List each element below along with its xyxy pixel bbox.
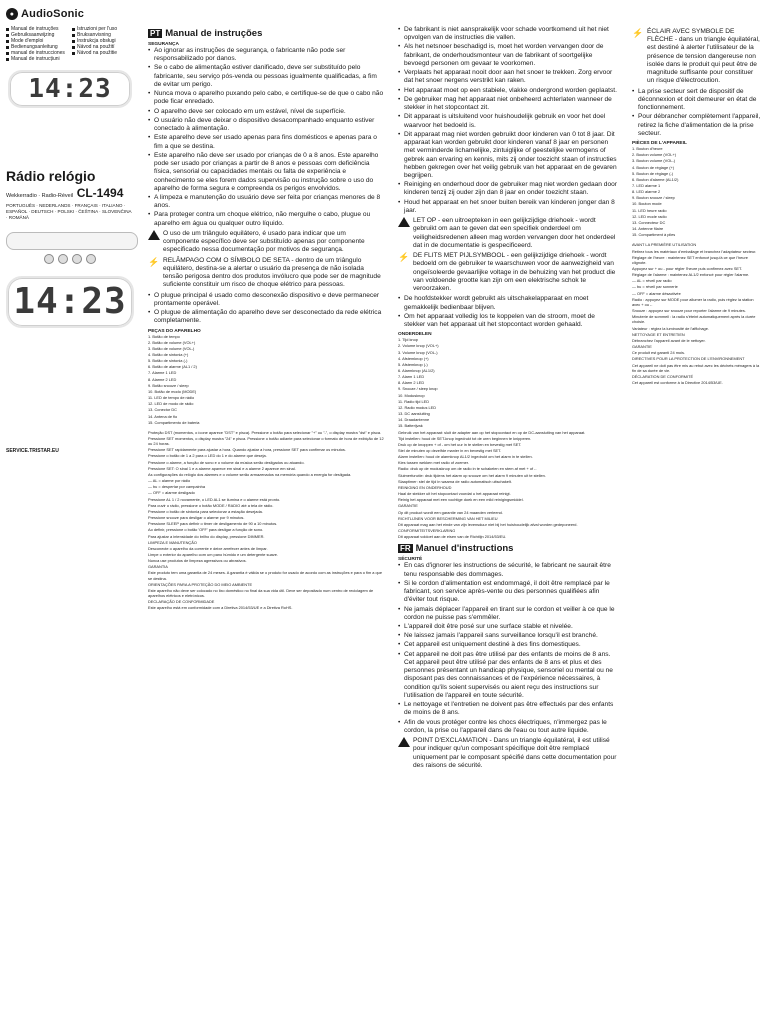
part-item: 14. Antena de fio	[148, 413, 178, 419]
bullet-square-icon	[6, 58, 9, 61]
warning-triangle-icon	[398, 217, 410, 227]
language-item[interactable]: Návod na použitie	[72, 50, 134, 56]
instruction-paragraph: Este aparelho não deve ser colocado no lixo doméstico no final da sua vida útil. Deve ser depositado num centro de reciclagem de aparelhos elétricos e eletrónicos.	[148, 587, 374, 599]
instruction-paragraph: Alarm instellen: houd de alarmknop AL1/2 ingedrukt om het alarm in te stellen.	[398, 454, 533, 460]
instruction-paragraph: Pressione o botão de 1 a 2 para o LED do 1 e do alarme que deseja.	[148, 453, 267, 459]
safety-item: • La prise secteur sert de dispositif de déconnexion et doit demeurer en état de fonctionnement.	[632, 88, 762, 113]
instruction-paragraph: Druk op de knoppen + of - om het uur in te stellen en bevestig met SET.	[398, 441, 522, 447]
part-item: 5. Bouton de réglage (-)	[632, 170, 674, 176]
fr-warning-exclamation: POINT D'EXCLAMATION - Dans un triangle équilatéral, il est utilisé pour indiquer qu'un composant spécifique doit être remplacé uniquement par le composant spécifié dans cette documentation pour des raisons de sécurité.	[398, 737, 618, 770]
language-item[interactable]: Bruksanvisning	[72, 32, 134, 38]
pt-safety-list	[148, 47, 384, 228]
safety-item: • Este aparelho deve ser usado apenas para fins domésticos e apenas para o fim a que se destina.	[148, 134, 384, 150]
bullet-square-icon	[6, 34, 9, 37]
instruction-paragraph: Sluimerfunctie: druk tijdens het alarm op snooze om het alarm 9 minuten uit te stellen.	[398, 472, 546, 478]
language-code: PT	[150, 29, 161, 38]
language-item[interactable]: Bedienungsanleitung	[6, 44, 68, 50]
part-item: 4. Bouton de réglage (+)	[632, 164, 675, 170]
safety-item: • Afin de vous protéger contre les chocs électriques, n'immergez pas le cordon, la prise ou l'appareil dans de l'eau ou tout autre liquide.	[398, 719, 618, 735]
pt-warning-exclamation: O uso de um triângulo equilátero, é usado para indicar que um componente específico deve ser substituído apenas por componente especificado nessa documentação por motivos de segurança.	[148, 230, 384, 255]
instruction-paragraph: DECLARAÇÃO DE CONFORMIDADE	[148, 599, 215, 605]
nl-instructions-text	[398, 430, 618, 540]
bullet-square-icon	[72, 34, 75, 37]
instruction-paragraph: Pressione SET momentos, o display mostra "24" e pisca. Pressione o botão adiante para selecionar o formato de hora de exibição de 12 ou 24 horas.	[148, 436, 384, 447]
instruction-paragraph: Snooze : appuyez sur snooze pour reporter l'alarme de 9 minutes.	[632, 308, 746, 314]
part-item: 15. Batterijvak	[398, 423, 423, 429]
clock-time-digits: 14:23	[13, 281, 127, 323]
safety-item: • Pour débrancher complètement l'appareil, retirez la fiche d'alimentation de la prise secteur.	[632, 113, 762, 138]
instruction-paragraph: GARANTIE	[398, 503, 418, 509]
part-item: 9. Bouton snooze / sleep	[632, 195, 675, 201]
product-top-illustration	[6, 232, 138, 250]
safety-item: • O aparelho deve ser colocado em um estável, nível de superfície.	[148, 108, 384, 116]
fr-instructions-text	[632, 242, 762, 385]
fr-safety-list	[398, 562, 618, 735]
safety-item: • De hoofdstekker wordt gebruikt als uitschakelapparaat en moet gemakkelijk bedienbaar blijven.	[398, 295, 618, 311]
part-item: 15. Compartimento de bateria	[148, 419, 200, 425]
safety-item: • Cet appareil ne doit pas être utilisé par des enfants de moins de 8 ans. Cet appareil peut être utilisé par des enfants de 8 ans et plus et des personnes présentant un handicap physique, sensoriel ou mental ou ne disposant pas des connaissances et de l'expérience nécessaires, à condition qu'ils soient supervisés ou aient reçu des instructions sur l'utilisation de l'appareil en toute sécurité.	[398, 651, 618, 700]
instruction-paragraph: ORIENTAÇÕES PARA A PROTEÇÃO DO MEIO AMBIENTE	[148, 581, 253, 587]
safety-item: • Se o cabo de alimentação estiver danificado, deve ser substituído pelo fabricante, seu serviço pós-venda ou pessoas igualmente qualificadas, a fim de evitar um perigo.	[148, 64, 384, 89]
instruction-paragraph: Ao definir, pressione o botão 'OFF' para desligar a função de sono.	[148, 527, 264, 533]
instruction-paragraph: Dit apparaat mag aan het einde van zijn levensduur niet bij het huishoudelijk afval worden gedeponeerd.	[398, 521, 578, 527]
safety-item: • Le nettoyage et l'entretien ne doivent pas être effectués par des enfants de moins de 8 ans.	[398, 701, 618, 717]
instruction-paragraph: Ce produit est garanti 24 mois.	[632, 350, 685, 356]
pt-safety-list-2	[148, 292, 384, 326]
part-item: 7. LED alarme 1	[632, 182, 661, 188]
safety-item: • L'appareil doit être posé sur une surface stable et nivelée.	[398, 623, 618, 631]
instruction-paragraph: Nunca use produtos de limpeza agressivos ou abrasivos.	[148, 558, 247, 564]
footer	[6, 448, 134, 454]
nl-parts-list	[398, 337, 618, 428]
instruction-paragraph: Radio : appuyez sur MODE pour allumer la radio, puis réglez la station avec + ou -.	[632, 296, 754, 307]
instruction-paragraph: — OFF = alarme desligado	[148, 490, 195, 496]
instruction-paragraph: RICHTLIJNEN VOOR BESCHERMING VAN HET MILIEU	[398, 515, 498, 521]
instruction-paragraph: Minuterie de sommeil : la radio s'éteint automatiquement après la durée choisie.	[632, 314, 756, 325]
safety-item: • Nunca mova o aparelho puxando pelo cabo, e certifique-se de que o cabo não pode ficar enredado.	[148, 90, 384, 106]
language-item[interactable]: Manual de instrucțiuni	[6, 56, 68, 62]
language-codes: PORTUGUÊS · NEDERLANDS · FRANÇAIS · ITALIANO · ESPAÑOL · DEUTSCH · POLSKI · ČEŠTINA · SLOVENČINA · ROMÂNĂ	[6, 203, 132, 221]
section-title: SÉCURITÉ	[398, 557, 423, 563]
instruction-paragraph: Pressione o botão de sintonia para selecionar a estação desejada.	[148, 508, 263, 514]
safety-item: • Reiniging en onderhoud door de gebruiker mag niet worden gedaan door kinderen tenzij zij ouder zijn dan 8 jaar en onder toezicht staan.	[398, 181, 618, 197]
language-item[interactable]: Istruzioni per l'uso	[72, 26, 134, 32]
fr-heading: FR Manuel d'instructions	[400, 543, 514, 555]
parts-title: PEÇAS DO APARELHO	[148, 328, 201, 334]
part-item: 13. Conector DC	[148, 407, 177, 413]
part-item: 10. Bouton mode	[632, 201, 662, 207]
instruction-paragraph: GARANTIA	[148, 564, 168, 570]
nl-safety-list-2	[398, 295, 618, 329]
instruction-paragraph: DIRECTIVES POUR LA PROTECTION DE L'ENVIRONNEMENT	[632, 356, 745, 362]
language-list	[6, 26, 134, 62]
instruction-paragraph: REINIGING EN ONDERHOUD	[398, 484, 452, 490]
instruction-paragraph: CONFORMITEITSVERKLARING	[398, 528, 456, 534]
part-item: 8. Alarm 2 LED	[398, 380, 425, 386]
instruction-paragraph: Radio: druk op de modusknop om de radio in te schakelen en stem af met + of -.	[398, 466, 537, 472]
instruction-paragraph: Este aparelho está em conformidade com a Diretiva 2014/53/UE e a Diretiva RoHS.	[148, 605, 293, 611]
section-title: SEGURANÇA	[148, 42, 179, 47]
language-item[interactable]: Gebruiksaanwijzing	[6, 32, 68, 38]
part-item: 10. Modusknop	[398, 392, 425, 398]
fr-continued-column	[628, 0, 768, 1024]
parts-title: ONDERDELEN	[398, 332, 432, 338]
product-subtitle-row: Wekkerradio · Radio-Réveil CL-1494	[6, 186, 124, 200]
part-item: 4. Afstemknop (+)	[398, 355, 429, 361]
bullet-square-icon	[6, 28, 9, 31]
nl-warning-exclamation: LET OP - een uitroepteken in een gelijkzijdige driehoek - wordt gebruikt om aan te geven dat een specifiek onderdeel om veiligheidsredenen alleen mag worden vervangen door het onderdeel dat in de documentatie is gespecificeerd.	[398, 217, 618, 250]
safety-item: • Om het apparaat volledig los te koppelen van de stroom, moet de stekker van het apparaat uit het stopcontact worden gehaald.	[398, 313, 618, 329]
instruction-paragraph: Pressione SLEEP para definir o timer de desligamento de 90 a 10 minutos.	[148, 521, 278, 527]
instruction-paragraph: Pressione o alarme, a função de sono e o volume da música serão desligados ou atuando.	[148, 459, 305, 465]
safety-item: • De fabrikant is niet aansprakelijk voor schade voortkomend uit het niet opvolgen van de instructies die vallen.	[398, 26, 618, 42]
bullet-square-icon	[72, 52, 75, 55]
instruction-paragraph: Appuyez sur + ou - pour régler l'heure puis confirmez avec SET.	[632, 266, 743, 272]
fr-warning-lightning: ⚡ ÉCLAIR AVEC SYMBOLE DE FLÈCHE - dans un triangle équilatéral, est destiné à alerter l'utilisateur de la présence de tension dangereuse non isolée dans le produit qui peut être de magnitude suffisante pour constituer un risque d'électrocution.	[632, 28, 760, 85]
lightning-triangle-icon: ⚡	[148, 256, 160, 267]
part-item: 5. Afstemknop (-)	[398, 361, 428, 367]
brand-logo	[6, 8, 134, 20]
safety-item: • Als het netsnoer beschadigd is, moet het worden vervangen door de fabrikant, de onderhoudsmonteur van de fabrikant of soortgelijke bevoegd personen om gevaar te voorkomen.	[398, 43, 618, 68]
safety-item: • Dit apparaat mag niet worden gebruikt door kinderen van 0 tot 8 jaar. Dit apparaat kan worden gebruikt door kinderen vanaf 8 jaar en personen met verminderde lichamelijke, zintuiglijke of geestelijke vermogens of gebrek aan ervaring en kennis, mits zij onder toezicht staan of instructies hebben gekregen over het veilig gebruik van het apparaat en de gevaren begrijpen.	[398, 131, 618, 180]
language-item[interactable]: Manual de instruções	[6, 26, 68, 32]
instruction-paragraph: AVANT LA PREMIÈRE UTILISATION	[632, 242, 697, 248]
part-item: 2. Botão de volume (VOL+)	[148, 339, 196, 345]
button-circle-icon	[44, 254, 54, 264]
instruction-paragraph: NETTOYAGE ET ENTRETIEN	[632, 331, 685, 337]
part-item: 7. Alarme 1 LED	[148, 370, 177, 376]
part-item: 5. Botão de sintonia (-)	[148, 358, 188, 364]
instruction-paragraph: — bu = réveil par sonnerie	[632, 284, 678, 290]
instruction-paragraph: Cet appareil ne doit pas être mis au rebut avec les déchets ménagers à la fin de sa durée de vie.	[632, 362, 760, 373]
button-circle-icon	[86, 254, 96, 264]
part-item: 12. LED mode radio	[632, 213, 667, 219]
nl-warning-lightning: ⚡ DE FLITS MET PIJLSYMBOOL - een gelijkzijdige driehoek - wordt bedoeld om de gebruiker te waarschuwen voor de aanwezigheid van ongeïsoleerde gevaarlijke voltage in de behuizing van het product die van voldoende grootte kan zijn om een elektrische schok te veroorzaken.	[398, 252, 616, 293]
audiosonic-logo-icon: ●	[6, 8, 18, 20]
instruction-paragraph: DÉCLARATION DE CONFORMITÉ	[632, 373, 694, 379]
pt-heading: PT Manual de instruções	[150, 28, 263, 39]
part-item: 3. Botão de volume (VOL-)	[148, 345, 195, 351]
instruction-paragraph: Retirez tous les matériaux d'emballage et branchez l'adaptateur secteur.	[632, 248, 757, 254]
service-website[interactable]: SERVICE.TRISTAR.EU	[6, 447, 59, 454]
part-item: 4. Botão de sintonia (+)	[148, 351, 189, 357]
instruction-paragraph: Limpe o exterior do aparelho com um pano húmido e um detergente suave.	[148, 551, 278, 557]
parts-title: PIÈCES DE L'APPAREIL	[632, 141, 687, 147]
pt-warning-lightning: ⚡ RELÂMPAGO COM O SÍMBOLO DE SETA - dentro de um triângulo equilátero, destina-se a alertar o usuário da presença de não isolada tensão perigosa dentro dos produtos invólucro que pode ser de magnitude suficiente constituir um risco de choque elétrico para pessoas.	[148, 256, 381, 289]
language-item[interactable]: Mode d'emploi	[6, 38, 68, 44]
bullet-square-icon	[72, 40, 75, 43]
part-item: 2. Volume knop (VOL+)	[398, 343, 439, 349]
safety-item: • O usuário não deve deixar o dispositivo desacompanhado enquanto estiver conectado à alimentação.	[148, 117, 384, 133]
clock-time-digits: 14:23	[28, 74, 112, 104]
part-item: 13. Connecteur DC	[632, 219, 666, 225]
instruction-paragraph: — bu = despertar por campainha	[148, 484, 205, 490]
bullet-square-icon	[6, 40, 9, 43]
pt-instructions-text	[148, 430, 384, 611]
instruction-paragraph: Para ouvir o rádio, pressione o botão MODE / RADIO até a tela de rádio.	[148, 502, 274, 508]
safety-item: • Ne laissez jamais l'appareil sans surveillance lorsqu'il est branché.	[398, 632, 618, 640]
safety-item: • Si le cordon d'alimentation est endommagé, il doit être remplacé par le fabricant, son service après-vente ou des personnes qualifiées afin d'éviter tout risque.	[398, 580, 618, 605]
instruction-paragraph: Cet appareil est conforme à la Directive 2014/53/UE.	[632, 379, 723, 385]
instruction-paragraph: Op dit product wordt een garantie van 24 maanden verleend.	[398, 509, 503, 515]
part-item: 15. Compartiment à piles	[632, 232, 676, 238]
bullet-square-icon	[6, 46, 9, 49]
safety-item: • A limpeza e manutenção do usuário deve ser feita por crianças menores de 8 anos.	[148, 194, 384, 210]
part-item: 12. Radio modus LED	[398, 404, 437, 410]
safety-item: • Para proteger contra um choque elétrico, não mergulhe o cabo, plugue ou aparelho em água ou qualquer outro líquido.	[148, 211, 384, 227]
language-code: FR	[400, 544, 411, 554]
part-item: 6. Alarmknop (AL1/2)	[398, 367, 435, 373]
lightning-triangle-icon: ⚡	[632, 28, 644, 38]
instruction-paragraph: Este produto tem uma garantia de 24 meses. A garantia é válida se o produto for usado de acordo com as instruções e para o fim a que se destina.	[148, 570, 383, 581]
part-item: 8. LED alarme 2	[632, 189, 661, 195]
instruction-paragraph: Dit apparaat voldoet aan de eisen van de Richtlijn 2014/53/EU.	[398, 534, 507, 540]
part-item: 8. Alarme 2 LED	[148, 376, 177, 382]
cover-column	[0, 0, 140, 1024]
instruction-paragraph: Reinig het apparaat met een vochtige doek en een mild reinigingsmiddel.	[398, 497, 524, 503]
part-item: 3. Volume knop (VOL-)	[398, 349, 438, 355]
fr-parts-list	[632, 146, 762, 237]
instruction-paragraph: Pressione SET: O sinal 1 e a alarme aparece em sinal e a alarme 2 aparece em sinal.	[148, 465, 296, 471]
instruction-paragraph: Réglage de l'heure : maintenez SET enfoncé jusqu'à ce que l'heure clignote.	[632, 254, 748, 265]
instruction-paragraph: Pressione snooze para desligar o alarme por 9 minutos.	[148, 515, 245, 521]
instruction-paragraph: — OFF = alarme désactivée	[632, 290, 681, 296]
instruction-paragraph: Variateur : réglez la luminosité de l'affichage.	[632, 325, 709, 331]
part-item: 1. Botão de tempo	[148, 333, 180, 339]
fr-safety-list-2	[632, 88, 762, 138]
nl-fr-column	[392, 0, 624, 1024]
instruction-paragraph: Pressione AL 1 / 2 novamente, o LED AL1 se ilumina e o alarme está pronto.	[148, 496, 281, 502]
pt-parts-list	[148, 334, 384, 425]
instruction-paragraph: As configurações do relógio dos alarmes e o volume serão armazenados na memória quando a energia for desligada.	[148, 471, 352, 477]
part-item: 1. Tijd knop	[398, 337, 418, 343]
safety-item: • Verplaats het apparaat nooit door aan het snoer te trekken. Zorg ervoor dat het snoer nergens verstrikt kan raken.	[398, 69, 618, 85]
product-title: Rádio relógio	[6, 168, 96, 184]
part-item: 11. LED de tempo de rádio	[148, 395, 195, 401]
part-item: 2. Bouton volume (VOL+)	[632, 152, 677, 158]
part-item: 11. Radio tijd LED	[398, 398, 430, 404]
language-item[interactable]: Návod na použití	[72, 44, 134, 50]
part-item: 6. Botão de alarme (AL1 / 2)	[148, 364, 197, 370]
bullet-square-icon	[6, 52, 9, 55]
safety-item: • O plugue principal é usado como desconexão dispositivo e deve permanecer prontamente operável.	[148, 292, 384, 308]
part-item: 1. Bouton d'heure	[632, 146, 663, 152]
part-item: 3. Bouton volume (VOL-)	[632, 158, 676, 164]
part-item: 14. Antenne filaire	[632, 226, 664, 232]
part-item: 7. Alarm 1 LED	[398, 374, 425, 380]
instruction-paragraph: Proteção DST (momentos, o ícone aparece "DST" e pisca). Pressione o botão para selecionar "+" ou "-", o display mostra "dst" e pisca.	[148, 429, 382, 435]
instruction-paragraph: Stel de minuten op dezelfde manier in en bevestig met SET.	[398, 448, 502, 454]
lightning-triangle-icon: ⚡	[398, 252, 410, 263]
brand-name: AudioSonic	[21, 8, 85, 20]
part-item: 9. Botão snooze / sleep	[148, 382, 189, 388]
model-number: CL-1494	[76, 186, 124, 200]
instruction-paragraph: Haal de stekker uit het stopcontact voordat u het apparaat reinigt.	[398, 491, 511, 497]
part-item: 9. Snooze / sleep knop	[398, 386, 438, 392]
warning-triangle-icon	[148, 230, 160, 240]
instruction-paragraph: — AL = alarme por rádio	[148, 478, 191, 484]
pt-column	[142, 0, 390, 1024]
instruction-paragraph: Pressione SET rapidamente para ajustar a hora. Quando ajustar a hora, pressione SET para confirmar os minutos.	[148, 447, 346, 453]
safety-item: • Ao ignorar as instruções de segurança, o fabricante não pode ser responsabilizado por danos.	[148, 47, 384, 63]
nl-continued-text	[398, 26, 618, 215]
bullet-square-icon	[72, 28, 75, 31]
instruction-paragraph: Tijd instellen: houd de SET-knop ingedrukt tot de uren beginnen te knipperen.	[398, 435, 532, 441]
button-circle-icon	[58, 254, 68, 264]
part-item: 12. LED de modo de rádio	[148, 401, 194, 407]
safety-item: • En cas d'ignorer les instructions de sécurité, le fabricant ne saurait être tenu responsable des dommages.	[398, 562, 618, 578]
part-item: 6. Bouton d'alarme (AL1/2)	[632, 176, 679, 182]
instruction-paragraph: — AL = réveil par radio	[632, 278, 672, 284]
clock-display-large	[6, 276, 134, 328]
safety-item: • Cet appareil est uniquement destiné à des fins domestiques.	[398, 641, 618, 649]
warning-triangle-icon	[398, 737, 410, 747]
instruction-paragraph: Desconecte o aparelho da corrente e deixe arrefecer antes de limpar.	[148, 545, 268, 551]
safety-item: • O plugue de alimentação do aparelho deve ser desconectado da rede elétrica completamente.	[148, 309, 384, 325]
part-item: 14. Draadantenne	[398, 417, 430, 423]
instruction-paragraph: LIMPEZA E MANUTENÇÃO	[148, 539, 197, 545]
button-illustration	[6, 254, 134, 264]
instruction-paragraph: Slaaptimer: stel de tijd in waarna de radio automatisch uitschakelt.	[398, 478, 512, 484]
safety-item: • Houd het apparaat en het snoer buiten bereik van kinderen jonger dan 8 jaar.	[398, 199, 618, 215]
language-item[interactable]: Instrukcja obsługi	[72, 38, 134, 44]
part-item: 11. LED heure radio	[632, 207, 667, 213]
instruction-paragraph: Kies tussen wekken met radio of zoemer.	[398, 460, 469, 466]
safety-item: • Ne jamais déplacer l'appareil en tirant sur le cordon et veiller à ce que le cordon ne puisse pas s'emmêler.	[398, 606, 618, 622]
safety-item: • Het apparaat moet op een stabiele, vlakke ondergrond worden geplaatst.	[398, 87, 618, 95]
safety-item: • De gebruiker mag het apparaat niet onbeheerd achterlaten wanneer de stekker in het stopcontact zit.	[398, 96, 618, 112]
instruction-paragraph: Débranchez l'appareil avant de le nettoyer.	[632, 337, 706, 343]
language-item[interactable]: manual de instrucciones	[6, 50, 68, 56]
safety-item: • Dit apparaat is uitsluitend voor huishoudelijk gebruik en voor het doel waarvoor het bedoeld is.	[398, 113, 618, 129]
button-circle-icon	[72, 254, 82, 264]
bullet-square-icon	[72, 46, 75, 49]
instruction-paragraph: Para ajustar a intensidade do brilho do display, pressione DIMMER.	[148, 533, 265, 539]
instruction-paragraph: Gebruik van het apparaat: sluit de adapter aan op het stopcontact en op de DC-aansluiting van het apparaat.	[398, 429, 586, 435]
clock-display-small	[8, 70, 132, 108]
safety-item: • Este aparelho não deve ser usado por crianças de 0 a 8 anos. Este aparelho pode ser usado por crianças a partir de 8 anos e pessoas com deficiência física, sensorial ou capacidades mentais ou falta de experiência e conhecimento se eles forem dados supervisão ou instrução sobre o uso do aparelho de forma segura e compreenda os perigos envolvidos.	[148, 152, 384, 193]
instruction-paragraph: GARANTIE	[632, 344, 652, 350]
part-item: 10. Botão de modo (MODE)	[148, 388, 197, 394]
part-item: 13. DC aansluiting	[398, 411, 430, 417]
instruction-paragraph: Réglage de l'alarme : maintenez AL1/2 enfoncé pour régler l'alarme.	[632, 272, 750, 278]
